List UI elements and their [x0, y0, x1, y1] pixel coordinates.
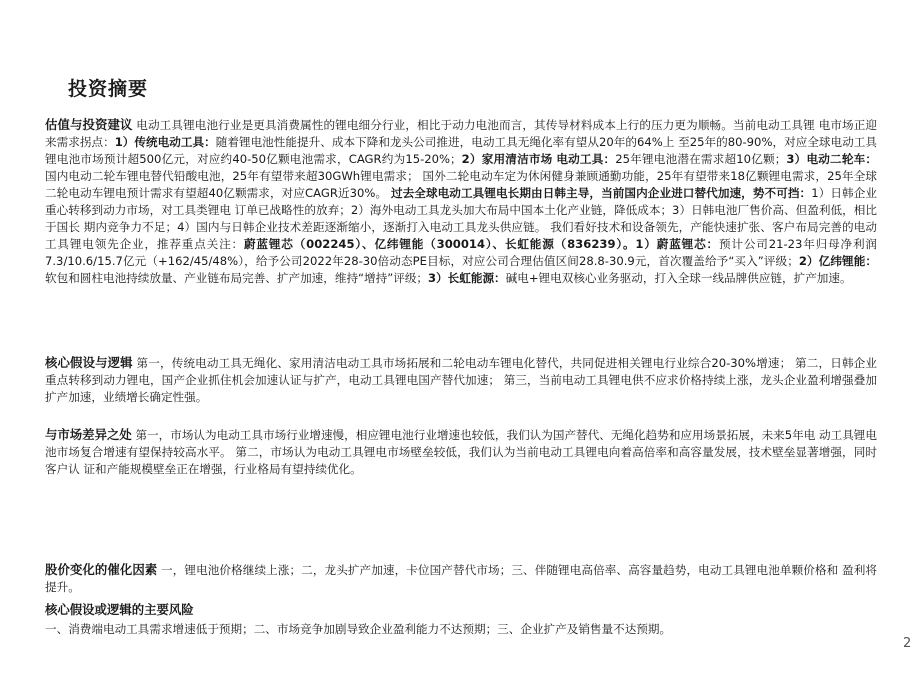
valuation-text-6: 预计公司21-23年归母净利润7.3/10.6/15.7亿元（+162/45/48%），给予公司2022年28-30倍动态PE目标，对应公司合理估值区间28.8-30.9元，首次覆盖给予“买入”评级；	[45, 237, 877, 268]
risk-text: 一、消费端电动工具需求增速低于预期；二、市场竞争加剧导致企业盈利能力不达预期；三、企业扩产及销售量不达预期。	[45, 622, 672, 636]
page-number: 2	[903, 636, 912, 651]
valuation-bold-4: 过去全球电动工具锂电长期由日韩主导，当前国内企业进口替代加速，势不可挡：	[390, 186, 812, 200]
difference-text: 第一，市场认为电动工具市场行业增速慢，相应锂电池行业增速也较低，我们认为国产替代、无绳化趋势和应用场景拓展，未来5年电 动工具锂电池市场复合增速有望保持较高水平。 第二，市场认为电动工具锂电市场壁垒较低，我们认为当前电动工具锂电向着高倍率和高容量发展，技术壁垒显著增强，同时客户认 证和产能规模壁垒正在增强，行业格局有望持续优化。	[45, 428, 877, 476]
valuation-bold-6: 2）亿纬锂能：	[798, 254, 877, 268]
valuation-text-7: 软包和圆柱电池持续放量、产业链布局完善、扩产加速，维持“增持”评级；	[45, 271, 429, 285]
valuation-text-8: 碱电+锂电双核心业务驱动，打入全球一线品牌供应链，扩产加速。	[505, 271, 852, 285]
catalyst-text: 一，锂电池价格继续上涨；二，龙头扩产加速，卡位国产替代市场；三、伴随锂电高倍率、高容量趋势，电动工具锂电池单颗价格和 盈利将提升。	[45, 563, 878, 594]
valuation-bold-7: 3）长虹能源：	[428, 271, 506, 285]
valuation-text-3: 25年锂电池潜在需求超10亿颗；	[615, 152, 787, 166]
valuation-bold-2b: 电动工具：	[556, 152, 616, 166]
difference-paragraph	[45, 426, 877, 478]
valuation-text-1: 电动工具锂电池行业是更具消费属性的锂电细分行业，相比于动力电池而言，其传导材料成本上行的压力更为顺畅。当前电动工具锂 电市场正迎来需求拐点：	[45, 118, 878, 149]
valuation-text-5: 1）日韩企业重心转移到动力市场，对工具类锂电 订单已战略性的放弃；2）海外电动工具龙头加大布局中国本土化产业链，降低成本；3）日韩电池厂售价高、但盈利低，相比于国长 期内竞争力不足；4）国内与日韩企业技术差距逐渐缩小，逐渐打入电动工具龙头供应链。 我们看好技术和设备领先，产能快速扩张、客户布局完善的电动工具锂电领先企业，推荐重点关注：	[45, 186, 878, 251]
risk-heading: 核心假设或逻辑的主要风险	[45, 602, 194, 617]
assumptions-paragraph	[45, 354, 877, 406]
valuation-lead: 估值与投资建议	[45, 117, 133, 132]
assumptions-text: 第一，传统电动工具无绳化、家用清洁电动工具市场拓展和二轮电动车锂电化替代，共同促进相关锂电行业综合20-30%增速； 第二，日韩企业重点转移到动力锂电，国产企业抓住机会加速认证与扩产，电动工具锂电国产替代加速； 第三，当前电动工具锂电供不应求价格持续上涨，龙头企业盈利增强叠加扩产加速，业绩增长确定性强。	[45, 356, 878, 404]
valuation-bold-2: 2）家用清洁市场	[461, 152, 553, 166]
catalyst-paragraph	[45, 561, 877, 596]
valuation-bold-1: 1）传统电动工具：	[114, 135, 216, 149]
page-title: 投资摘要	[68, 78, 149, 100]
catalyst-lead: 股价变化的催化因素	[45, 562, 158, 577]
valuation-bold-5: 蔚蓝锂芯（002245）、亿纬锂能（300014）、长虹能源（836239）。1）蔚蓝锂芯：	[243, 237, 719, 251]
valuation-paragraph	[45, 116, 877, 287]
valuation-text-2: 随着锂电池性能提升、成本下降和龙头公司推进，电动工具无绳化率有望从20年的64%上 至25年的80-90%，对应全球电动工具锂电池市场预计超500亿元，对应约40-50亿颗电池需求，CAGR约为15-20%；	[45, 135, 877, 166]
valuation-bold-3: 3）电动二轮车：	[786, 152, 877, 166]
valuation-text-4: 国内电动二轮车锂电替代铅酸电池，25年有望带来超30GWh锂电需求； 国外二轮电动车定为休闲健身兼顾通勤功能，25年有望带来18亿颗锂电需求，25年全球二轮电动车锂电预计需求有望超40亿颗需求，对应CAGR近30%。	[45, 169, 877, 200]
assumptions-lead: 核心假设与逻辑	[45, 355, 133, 370]
difference-lead: 与市场差异之处	[45, 427, 132, 442]
